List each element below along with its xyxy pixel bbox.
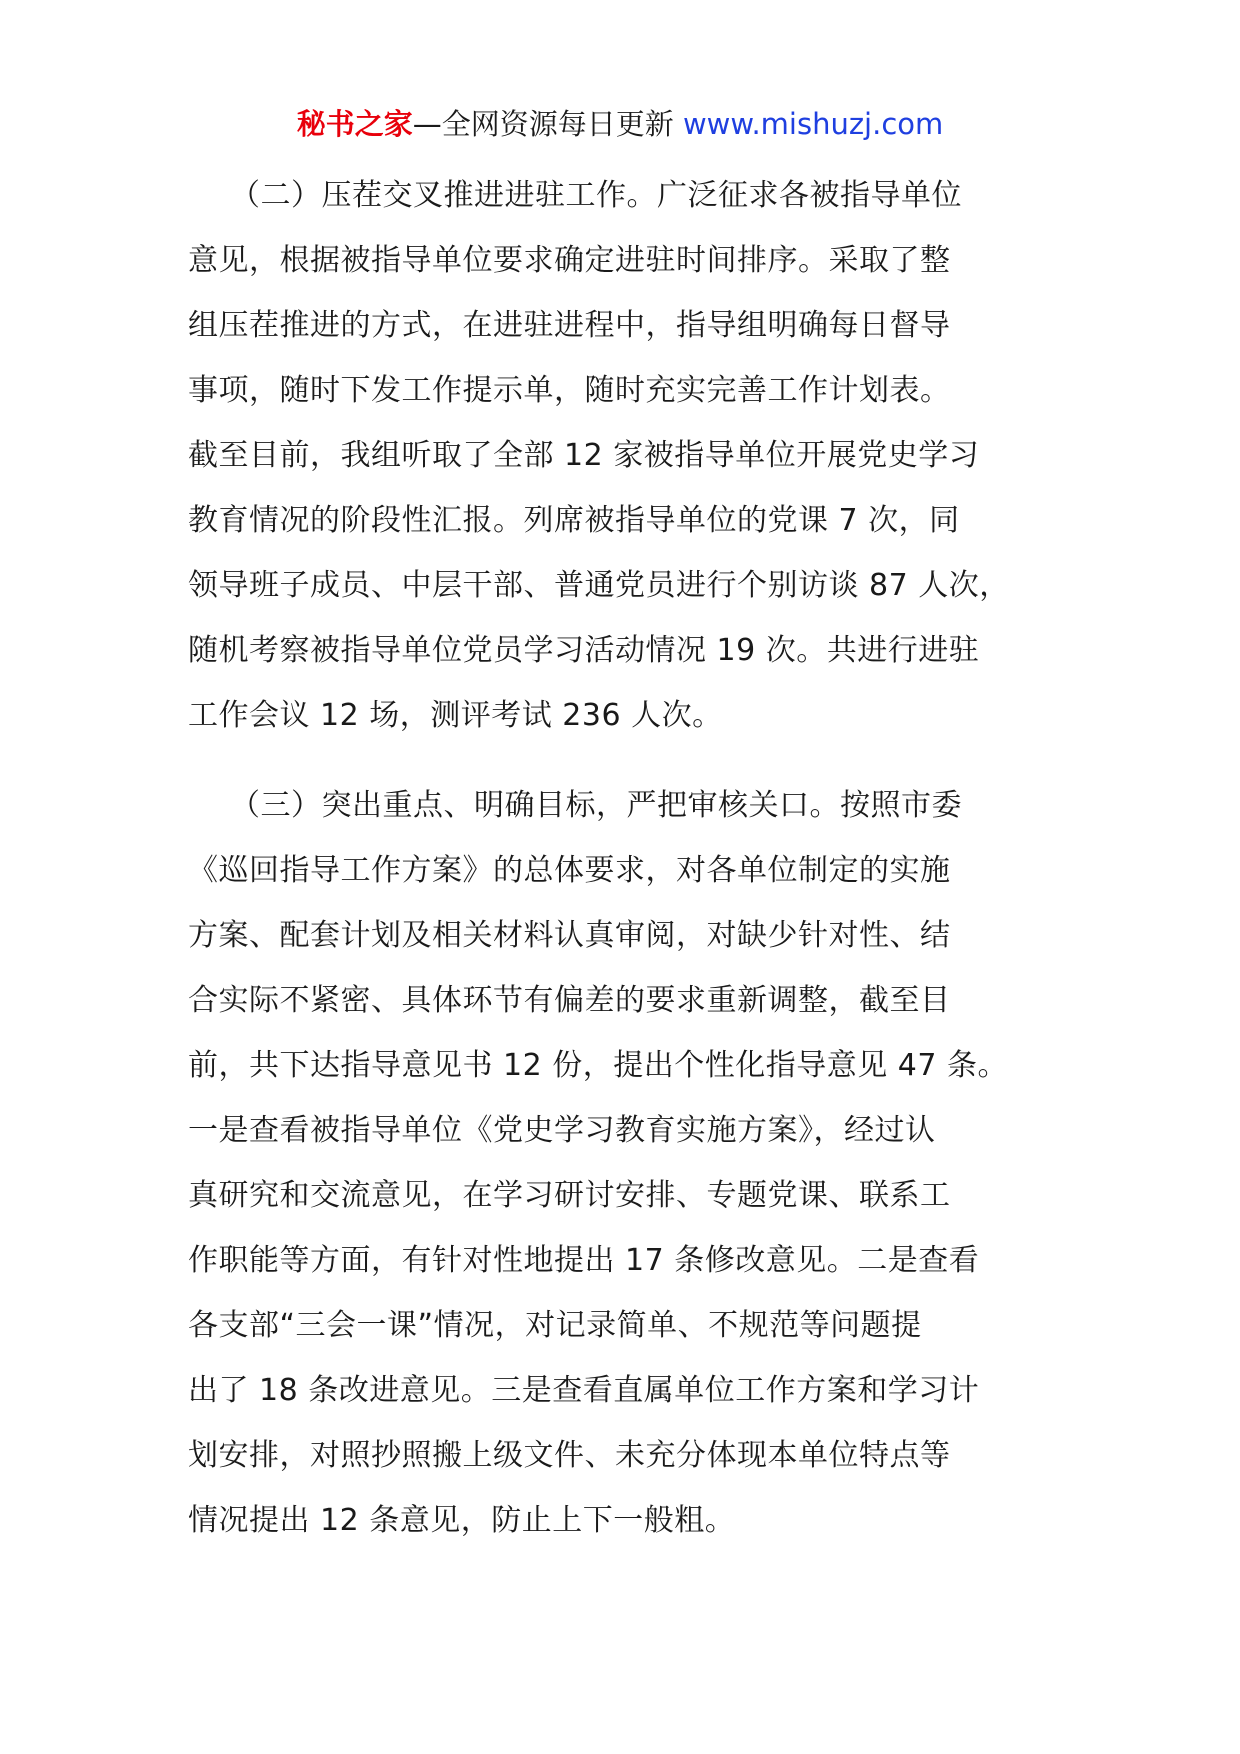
text-line: 《巡回指导工作方案》的总体要求，对各单位制定的实施 — [188, 853, 951, 888]
text-line: 情况提出 12 条意见，防止上下一般粗。 — [188, 1503, 736, 1538]
text-line: 划安排，对照抄照搬上级文件、未充分体现本单位特点等 — [188, 1438, 951, 1473]
header-tagline: —全网资源每日更新 — [412, 107, 683, 141]
text-line: （三）突出重点、明确目标，严把审核关口。按照市委 — [230, 788, 962, 823]
text-line: 组压茬推进的方式，在进驻进程中，指导组明确每日督导 — [188, 308, 951, 343]
paragraph-3 — [188, 773, 1088, 1553]
text-line: 合实际不紧密、具体环节有偏差的要求重新调整，截至目 — [188, 983, 951, 1018]
text-line: （二）压茬交叉推进进驻工作。广泛征求各被指导单位 — [230, 178, 962, 213]
website-link[interactable]: www.mishuzj.com — [682, 107, 944, 141]
page-header — [0, 104, 1240, 144]
text-line: 作职能等方面，有针对性地提出 17 条修改意见。二是查看 — [188, 1243, 980, 1278]
document-body — [188, 163, 1088, 1553]
text-line: 领导班子成员、中层干部、普通党员进行个别访谈 87 人次， — [188, 568, 1010, 603]
text-line: 出了 18 条改进意见。三是查看直属单位工作方案和学习计 — [188, 1373, 980, 1408]
text-line: 教育情况的阶段性汇报。列席被指导单位的党课 7 次，同 — [188, 503, 960, 538]
brand-name: 秘书之家 — [296, 107, 413, 141]
text-line: 意见，根据被指导单位要求确定进驻时间排序。采取了整 — [188, 243, 951, 278]
text-line: 前，共下达指导意见书 12 份，提出个性化指导意见 47 条。 — [188, 1048, 1008, 1083]
text-line: 一是查看被指导单位《党史学习教育实施方案》，经过认 — [188, 1113, 936, 1148]
text-line: 工作会议 12 场，测评考试 236 人次。 — [188, 698, 723, 733]
text-line: 真研究和交流意见，在学习研讨安排、专题党课、联系工 — [188, 1178, 951, 1213]
text-line: 事项，随时下发工作提示单，随时充实完善工作计划表。 — [188, 373, 951, 408]
paragraph-2 — [188, 163, 1088, 748]
text-line: 截至目前，我组听取了全部 12 家被指导单位开展党史学习 — [188, 438, 980, 473]
text-line: 各支部“三会一课”情况，对记录简单、不规范等问题提 — [188, 1308, 922, 1343]
text-line: 随机考察被指导单位党员学习活动情况 19 次。共进行进驻 — [188, 633, 980, 668]
text-line: 方案、配套计划及相关材料认真审阅，对缺少针对性、结 — [188, 918, 951, 953]
